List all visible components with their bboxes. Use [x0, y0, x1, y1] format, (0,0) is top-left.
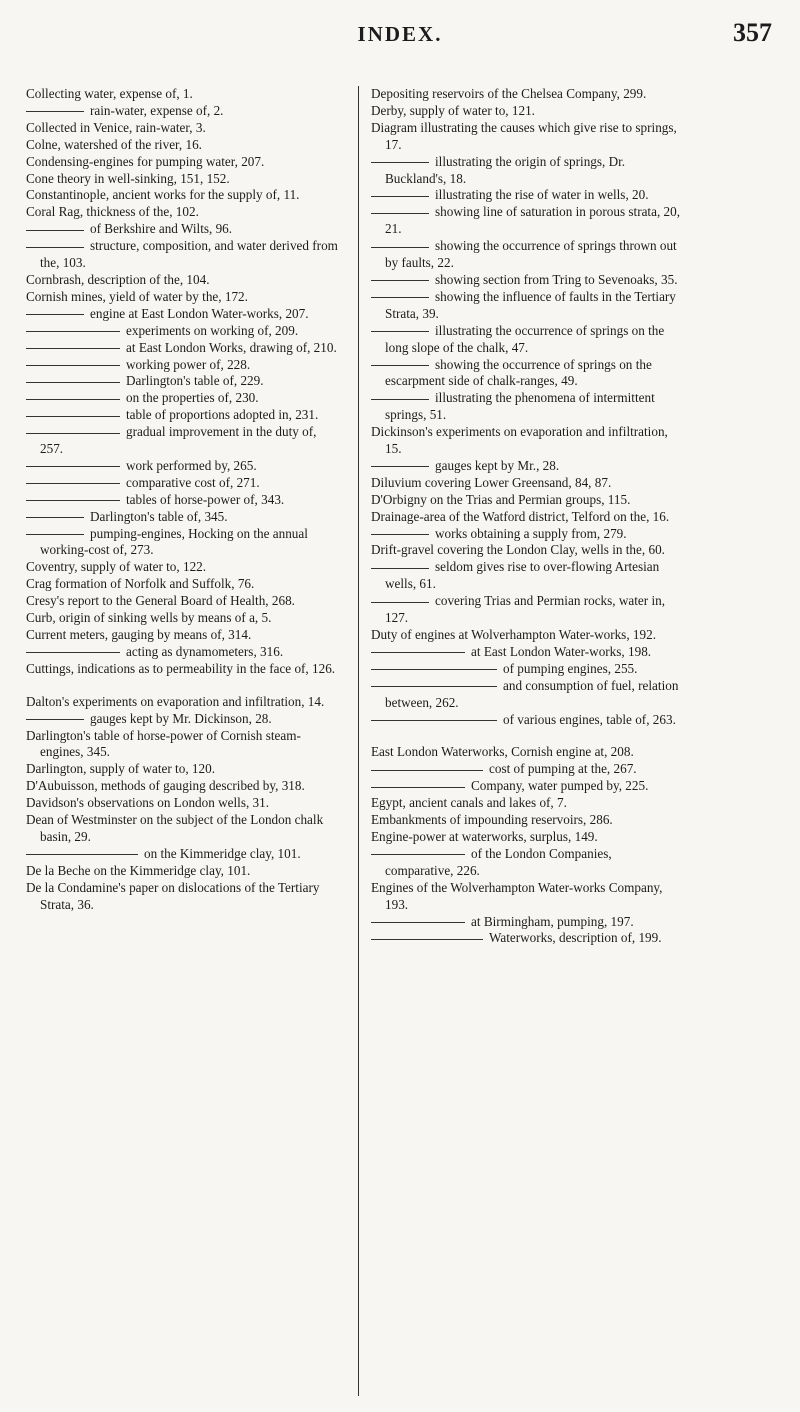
index-subentry	[26, 373, 338, 390]
index-entry	[371, 120, 683, 154]
index-entry	[26, 812, 338, 846]
entry-text: seldom gives rise to over-flowing Artesian wells, 61.	[385, 559, 660, 592]
index-entry	[371, 424, 683, 458]
entry-text: showing line of saturation in porous strata, 20, 21.	[385, 204, 681, 237]
ditto-rule	[371, 196, 429, 197]
index-entry	[26, 627, 338, 644]
ditto-rule	[26, 483, 120, 484]
entry-text: Cresy's report to the General Board of Health, 268.	[26, 593, 295, 609]
ditto-rule	[26, 500, 120, 501]
index-entry	[371, 744, 683, 761]
entry-text: at Birmingham, pumping, 197.	[471, 913, 634, 929]
ditto-rule	[371, 466, 429, 467]
index-entry	[371, 627, 683, 644]
index-subentry	[26, 846, 338, 863]
entry-text: pumping-engines, Hocking on the annual working-cost of, 273.	[40, 525, 308, 558]
index-entry	[371, 880, 683, 914]
index-entry	[371, 103, 683, 120]
index-entry	[26, 86, 338, 103]
index-subentry	[371, 154, 683, 188]
column-divider	[358, 86, 359, 1396]
index-entry	[26, 559, 338, 576]
entry-text: Current meters, gauging by means of, 314.	[26, 627, 252, 642]
entry-text: Duty of engines at Wolverhampton Water-works, 192.	[371, 627, 656, 642]
entry-text: illustrating the phenomena of intermittent springs, 51.	[385, 390, 655, 423]
index-subentry	[26, 492, 338, 509]
ditto-rule	[371, 922, 465, 923]
entry-text: on the properties of, 230.	[126, 390, 259, 406]
index-entry	[26, 593, 338, 610]
entry-text: cost of pumping at the, 267.	[489, 761, 637, 777]
entry-text: D'Aubuisson, methods of gauging described by, 318.	[26, 778, 305, 794]
entry-text: De la Beche on the Kimmeridge clay, 101.	[26, 862, 251, 878]
index-subentry	[26, 509, 338, 526]
index-subentry	[371, 357, 683, 391]
ditto-rule	[371, 399, 429, 400]
index-subentry	[371, 593, 683, 627]
index-subentry	[371, 390, 683, 424]
ditto-rule	[371, 787, 465, 788]
ditto-rule	[371, 720, 497, 721]
entry-text: Cuttings, indications as to permeability in the face of, 126.	[26, 660, 336, 676]
ditto-rule	[26, 416, 120, 417]
index-subentry	[371, 778, 683, 795]
index-entry	[26, 154, 338, 171]
entry-text: and consumption of fuel, relation between, 262.	[385, 677, 679, 710]
ditto-rule	[26, 314, 84, 315]
index-entry	[371, 542, 683, 559]
index-subentry	[371, 238, 683, 272]
entry-text: of pumping engines, 255.	[503, 660, 638, 676]
index-subentry	[26, 424, 338, 458]
entry-text: Drift-gravel covering the London Clay, wells in the, 60.	[371, 542, 665, 558]
entry-text: works obtaining a supply from, 279.	[435, 525, 627, 541]
index-subentry	[371, 559, 683, 593]
index-subentry	[26, 475, 338, 492]
ditto-rule	[371, 534, 429, 535]
entry-text: acting as dynamometers, 316.	[126, 643, 284, 659]
entry-text: showing the occurrence of springs thrown out by faults, 22.	[385, 238, 677, 271]
index-entry	[26, 289, 338, 306]
index-entry	[26, 137, 338, 154]
entry-text: Dalton's experiments on evaporation and infiltration, 14.	[26, 693, 325, 709]
entry-text: gradual improvement in the duty of, 257.	[40, 424, 317, 457]
ditto-rule	[26, 854, 138, 855]
entry-text: Egypt, ancient canals and lakes of, 7.	[371, 795, 567, 811]
index-column-left	[26, 86, 338, 914]
entry-text: of the London Companies, comparative, 226.	[385, 845, 612, 878]
ditto-rule	[371, 854, 465, 855]
entry-text: showing section from Tring to Sevenoaks, 35.	[435, 271, 678, 287]
entry-text: Diluvium covering Lower Greensand, 84, 87.	[371, 474, 612, 490]
ditto-rule	[371, 280, 429, 281]
index-subentry	[371, 761, 683, 778]
ditto-rule	[26, 433, 120, 434]
entry-text: Crag formation of Norfolk and Suffolk, 76.	[26, 576, 255, 592]
index-entry	[26, 204, 338, 221]
entry-text: showing the influence of faults in the Tertiary Strata, 39.	[385, 288, 676, 321]
entry-text: Dickinson's experiments on evaporation and infiltration, 15.	[371, 424, 668, 457]
page-header	[0, 18, 800, 52]
index-subentry	[26, 340, 338, 357]
entry-text: Darlington's table of, 345.	[90, 508, 228, 524]
ditto-rule	[26, 111, 84, 112]
ditto-rule	[26, 365, 120, 366]
index-entry	[26, 610, 338, 627]
entry-text: Engine-power at waterworks, surplus, 149.	[371, 828, 598, 844]
index-subentry	[26, 357, 338, 374]
index-entry	[26, 728, 338, 762]
index-entry	[371, 509, 683, 526]
entry-text: tables of horse-power of, 343.	[126, 491, 285, 507]
entry-text: Collected in Venice, rain-water, 3.	[26, 119, 206, 135]
index-entry	[371, 795, 683, 812]
entry-text: working power of, 228.	[126, 356, 251, 372]
index-entry	[26, 778, 338, 795]
index-subentry	[371, 204, 683, 238]
entry-text: Cornbrash, description of the, 104.	[26, 271, 210, 287]
entry-text: D'Orbigny on the Trias and Permian groups, 115.	[371, 491, 631, 507]
ditto-rule	[26, 382, 120, 383]
index-entry	[26, 576, 338, 593]
ditto-rule	[371, 365, 429, 366]
index-entry	[26, 761, 338, 778]
index-subentry	[26, 458, 338, 475]
page-number: 357	[733, 18, 772, 47]
index-entry	[26, 272, 338, 289]
entry-text: Cornish mines, yield of water by the, 172.	[26, 288, 248, 304]
entry-text: Dean of Westminster on the subject of the London chalk basin, 29.	[26, 812, 324, 844]
entry-text: engine at East London Water-works, 207.	[90, 305, 309, 321]
ditto-rule	[371, 213, 429, 214]
entry-text: Curb, origin of sinking wells by means of a, 5.	[26, 610, 272, 626]
index-subentry	[371, 187, 683, 204]
ditto-rule	[371, 939, 483, 940]
ditto-rule	[371, 669, 497, 670]
ditto-rule	[371, 602, 429, 603]
entry-text: structure, composition, and water derived from the, 103.	[40, 238, 338, 271]
ditto-rule	[26, 348, 120, 349]
index-subentry	[26, 390, 338, 407]
index-subentry	[371, 644, 683, 661]
ditto-rule	[371, 297, 429, 298]
index-subentry	[26, 711, 338, 728]
entry-text: Darlington's table of, 229.	[126, 373, 264, 389]
entry-text: Coventry, supply of water to, 122.	[26, 559, 207, 575]
section-gap	[371, 728, 683, 744]
entry-text: of various engines, table of, 263.	[503, 711, 676, 727]
entry-text: Davidson's observations on London wells, 31.	[26, 795, 270, 811]
index-entry	[26, 120, 338, 137]
entry-text: at East London Works, drawing of, 210.	[126, 339, 337, 355]
entry-text: covering Trias and Permian rocks, water in, 127.	[385, 593, 666, 626]
entry-text: showing the occurrence of springs on the escarpment side of chalk-ranges, 49.	[385, 356, 652, 389]
page-title: INDEX.	[357, 22, 443, 46]
index-entry	[26, 694, 338, 711]
index-entry	[26, 661, 338, 678]
entry-text: Constantinople, ancient works for the supply of, 11.	[26, 187, 300, 203]
entry-text: Waterworks, description of, 199.	[489, 930, 662, 946]
ditto-rule	[26, 230, 84, 231]
index-entry	[26, 880, 338, 914]
index-subentry	[371, 712, 683, 729]
index-subentry	[371, 458, 683, 475]
index-subentry	[371, 930, 683, 947]
entry-text: Company, water pumped by, 225.	[471, 778, 649, 794]
section-gap	[26, 678, 338, 694]
index-entry	[371, 829, 683, 846]
entry-text: table of proportions adopted in, 231.	[126, 407, 319, 423]
index-subentry	[371, 272, 683, 289]
ditto-rule	[371, 162, 429, 163]
ditto-rule	[26, 719, 84, 720]
index-subentry	[371, 661, 683, 678]
entry-text: Engines of the Wolverhampton Water-works Company, 193.	[371, 879, 663, 912]
index-entry	[371, 475, 683, 492]
index-entry	[371, 492, 683, 509]
entry-text: gauges kept by Mr., 28.	[435, 457, 560, 473]
index-column-right	[371, 86, 683, 947]
index-subentry	[371, 526, 683, 543]
entry-text: Condensing-engines for pumping water, 207.	[26, 153, 265, 169]
entry-text: illustrating the rise of water in wells, 20.	[435, 187, 649, 203]
entry-text: Derby, supply of water to, 121.	[371, 102, 535, 118]
ditto-rule	[26, 652, 120, 653]
entry-text: work performed by, 265.	[126, 457, 257, 473]
entry-text: Coral Rag, thickness of the, 102.	[26, 204, 199, 220]
index-subentry	[371, 846, 683, 880]
index-entry	[26, 795, 338, 812]
entry-text: of Berkshire and Wilts, 96.	[90, 221, 233, 237]
entry-text: comparative cost of, 271.	[126, 474, 260, 490]
ditto-rule	[26, 399, 120, 400]
entry-text: Embankments of impounding reservoirs, 286.	[371, 812, 613, 828]
ditto-rule	[371, 331, 429, 332]
entry-text: Darlington's table of horse-power of Cornish steam-engines, 345.	[26, 727, 301, 760]
ditto-rule	[26, 331, 120, 332]
index-subentry	[26, 238, 338, 272]
index-subentry	[26, 526, 338, 560]
entry-text: rain-water, expense of, 2.	[90, 102, 224, 118]
index-entry	[371, 86, 683, 103]
index-entry	[26, 171, 338, 188]
entry-text: Cone theory in well-sinking, 151, 152.	[26, 170, 230, 186]
entry-text: on the Kimmeridge clay, 101.	[144, 845, 301, 861]
entry-text: illustrating the occurrence of springs on the long slope of the chalk, 47.	[385, 322, 665, 355]
index-entry	[371, 812, 683, 829]
entry-text: Depositing reservoirs of the Chelsea Company, 299.	[371, 86, 647, 101]
ditto-rule	[26, 517, 84, 518]
ditto-rule	[371, 247, 429, 248]
entry-text: at East London Water-works, 198.	[471, 643, 652, 659]
index-subentry	[26, 644, 338, 661]
index-subentry	[26, 306, 338, 323]
entry-text: Colne, watershed of the river, 16.	[26, 136, 202, 152]
entry-text: Drainage-area of the Watford district, Telford on the, 16.	[371, 508, 670, 524]
ditto-rule	[26, 534, 84, 535]
ditto-rule	[371, 686, 497, 687]
index-subentry	[26, 323, 338, 340]
entry-text: Darlington, supply of water to, 120.	[26, 761, 215, 777]
ditto-rule	[371, 568, 429, 569]
entry-text: De la Condamine's paper on dislocations of the Tertiary Strata, 36.	[26, 879, 320, 912]
entry-text: Diagram illustrating the causes which give rise to springs, 17.	[371, 119, 677, 152]
index-subentry	[371, 323, 683, 357]
index-subentry	[371, 914, 683, 931]
entry-text: experiments on working of, 209.	[126, 322, 299, 338]
index-subentry	[26, 103, 338, 120]
index-entry	[26, 863, 338, 880]
ditto-rule	[371, 652, 465, 653]
ditto-rule	[26, 247, 84, 248]
index-subentry	[371, 678, 683, 712]
index-subentry	[371, 289, 683, 323]
entry-text: gauges kept by Mr. Dickinson, 28.	[90, 710, 272, 726]
ditto-rule	[371, 770, 483, 771]
ditto-rule	[26, 466, 120, 467]
entry-text: Collecting water, expense of, 1.	[26, 86, 193, 101]
entry-text: illustrating the origin of springs, Dr. Buckland's, 18.	[385, 153, 626, 186]
index-subentry	[26, 407, 338, 424]
index-subentry	[26, 221, 338, 238]
index-entry	[26, 187, 338, 204]
entry-text: East London Waterworks, Cornish engine at, 208.	[371, 744, 634, 760]
